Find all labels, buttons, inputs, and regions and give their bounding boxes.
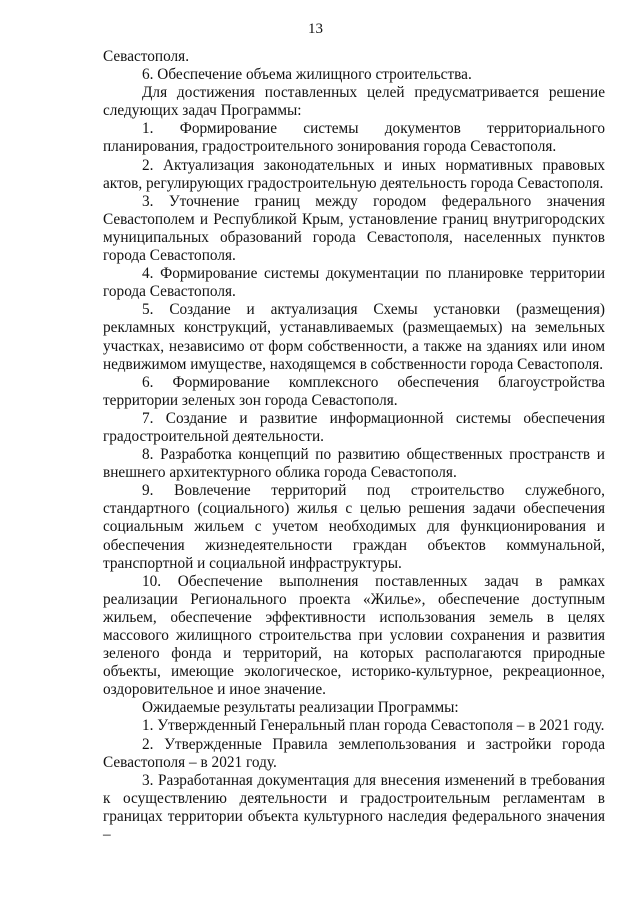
paragraph: 4. Формирование системы документации по планировке территории города Севастополя. <box>103 265 605 301</box>
paragraph: 3. Уточнение границ между городом федерального значения Севастополем и Республикой Крым, установление границ внутригородских муниципальных образований города Севастополя, населенных пунктов города Севастополя. <box>103 192 605 265</box>
paragraph: 1. Формирование системы документов территориального планирования, градостроительного зонирования города Севастополя. <box>103 120 605 156</box>
paragraph: 2. Утвержденные Правила землепользования и застройки города Севастополя – в 2021 году. <box>103 735 605 771</box>
paragraph: 6. Формирование комплексного обеспечения благоустройства территории зеленых зон города Севастополя. <box>103 373 605 409</box>
paragraph: 1. Утвержденный Генеральный план города Севастополя – в 2021 году. <box>142 717 605 735</box>
paragraph: 6. Обеспечение объема жилищного строительства. <box>142 66 472 84</box>
paragraph: Ожидаемые результаты реализации Программы: <box>142 699 459 717</box>
paragraph: 3. Разработанная документация для внесения изменений в требования к осуществлению деятельности и градостроительным регламентам в границах территории объекта культурного наследия федерального значения – <box>103 771 605 844</box>
paragraph: 9. Вовлечение территорий под строительство служебного, стандартного (социального) жилья с целью решения задачи обеспечения социальным жильем с учетом необходимых для функционирования и обеспечения жизнедеятельности граждан объектов коммунальной, транспортной и социальной инфраструктуры. <box>103 482 605 572</box>
document-body <box>103 48 605 844</box>
paragraph: 2. Актуализация законодательных и иных нормативных правовых актов, регулирующих градостроительную деятельность города Севастополя. <box>103 156 605 192</box>
paragraph: 10. Обеспечение выполнения поставленных задач в рамках реализации Регионального проекта «Жилье», обеспечение доступным жильем, обеспечение эффективности использования земель в целях массового жилищного строительства при условии сохранения и развития зеленого фонда и территорий, на которых располагаются природные объекты, имеющие экологическое, историко-культурное, рекреационное, оздоровительное и иное значение. <box>103 572 605 699</box>
paragraph: 8. Разработка концепций по развитию общественных пространств и внешнего архитектурного облика города Севастополя. <box>103 446 605 482</box>
paragraph: Севастополя. <box>103 48 190 65</box>
paragraph: Для достижения поставленных целей предусматривается решение следующих задач Программы: <box>103 84 605 120</box>
page-number: 13 <box>308 21 323 37</box>
paragraph: 7. Создание и развитие информационной системы обеспечения градостроительной деятельности. <box>103 409 605 445</box>
paragraph: 5. Создание и актуализация Схемы установки (размещения) рекламных конструкций, устанавливаемых (размещаемых) на земельных участках, независимо от форм собственности, а также на зданиях или ином недвижимом имуществе, находящемся в собственности города Севастополя. <box>103 301 605 373</box>
